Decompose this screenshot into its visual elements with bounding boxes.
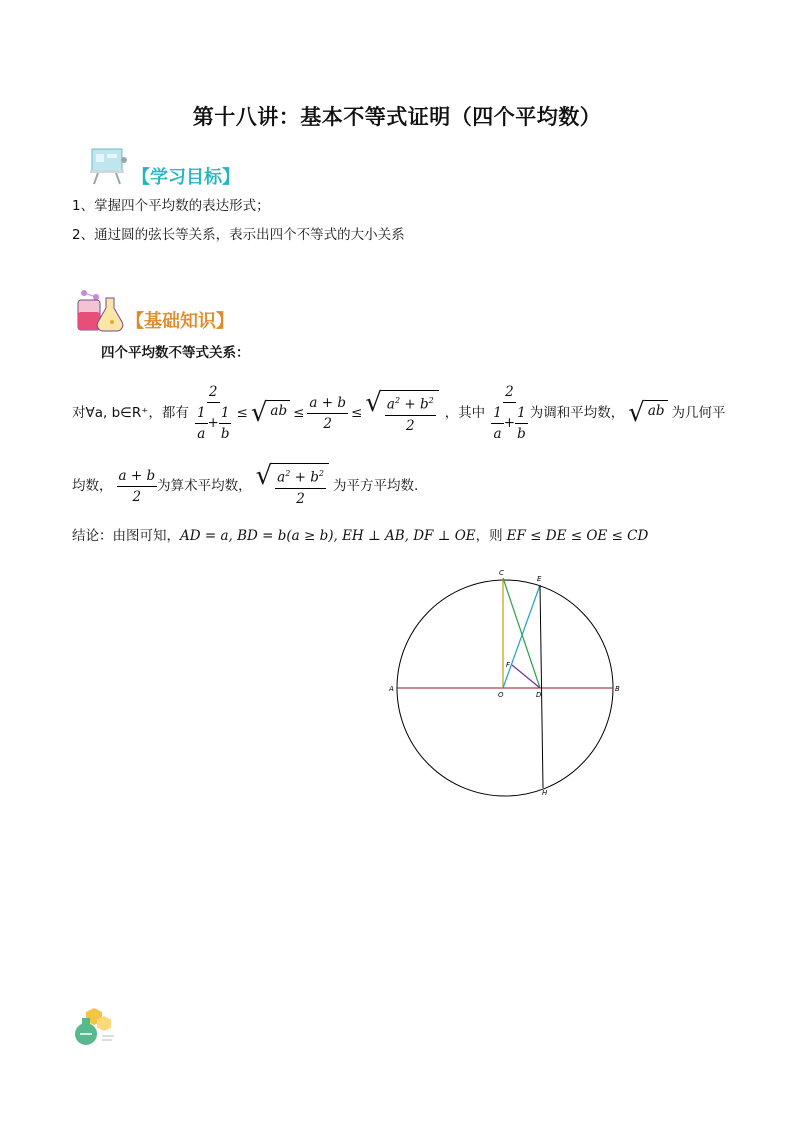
objective-item-1: 1、掌握四个平均数的表达形式； bbox=[72, 198, 270, 214]
quadratic-mean-formula: √ $\frac{a^2 + b^2}{2}$ bbox=[365, 390, 438, 436]
objectives-heading: 【学习目标】 bbox=[132, 167, 240, 188]
point-label-b: B bbox=[615, 685, 620, 693]
conclusion-line bbox=[72, 526, 648, 546]
teacher-board-icon bbox=[86, 146, 130, 186]
page-title: 第十八讲：基本不等式证明（四个平均数） bbox=[192, 105, 602, 129]
line2-start: 均数， bbox=[72, 478, 113, 494]
harmonic-mean-ref: 2 $\frac{1}{a}$ + $\frac{1}{b}$ bbox=[493, 384, 526, 442]
footer-logo-icon bbox=[72, 1006, 116, 1048]
basics-subtitle: 四个平均数不等式关系： bbox=[101, 345, 250, 361]
conclusion-result-lead: ，则 bbox=[475, 528, 503, 544]
harmonic-mean-formula: 2 $\frac{1}{a}$ + $\frac{1}{b}$ bbox=[196, 384, 230, 442]
segment-eh bbox=[540, 585, 543, 788]
point-label-f: F bbox=[506, 661, 511, 669]
conclusion-result: EF ≤ DE ≤ OE ≤ CD bbox=[506, 528, 649, 544]
point-label-d: D bbox=[536, 691, 542, 699]
point-label-c: C bbox=[499, 569, 504, 577]
point-label-e: E bbox=[537, 575, 542, 583]
geometric-mean-ref: √ ab bbox=[628, 400, 667, 426]
formula-prefix: 对∀a, b∈R⁺，都有 bbox=[72, 405, 189, 421]
flask-icon bbox=[74, 288, 124, 334]
geometric-label: 为几何平 bbox=[671, 405, 726, 421]
conclusion-conditions: AD = a, BD = b(a ≥ b), EH ⊥ AB, DF ⊥ OE bbox=[180, 528, 476, 544]
harmonic-label: 为调和平均数， bbox=[529, 405, 625, 421]
geometric-mean-formula: √ ab bbox=[251, 400, 290, 426]
point-label-h: H bbox=[542, 789, 548, 797]
circle-diagram bbox=[385, 565, 630, 800]
point-label-a: A bbox=[389, 685, 394, 693]
point-label-o: O bbox=[498, 691, 504, 699]
arithmetic-mean-ref: $\frac{a + b}{2}$ bbox=[118, 467, 156, 505]
quadratic-label: 为平方平均数. bbox=[332, 478, 419, 494]
objective-item-2: 2、通过圆的弦长等关系，表示出四个不等式的大小关系 bbox=[72, 227, 405, 243]
arithmetic-label: 为算术平均数， bbox=[157, 478, 252, 494]
basics-heading: 【基础知识】 bbox=[126, 311, 234, 332]
conclusion-lead: 结论：由图可知， bbox=[72, 528, 180, 544]
quadratic-mean-ref: √ $\frac{a^2 + b^2}{2}$ bbox=[256, 463, 329, 509]
formula-line-1: 对∀a, b∈R⁺，都有 2 $\frac{1}{a}$ + $\frac{1}{b}$ ≤ √ ab ≤ $\frac{a + b}{2}$ ≤ √ $\frac{a^2 + b^2}{2}$ ，其中 2 $\frac{1}{a}$ + $\frac{1}{b}$ 为调和平均数， √ ab 为几何平 bbox=[72, 384, 726, 442]
arithmetic-mean-formula: $\frac{a + b}{2}$ bbox=[309, 394, 346, 432]
formula-mid: ，其中 bbox=[444, 405, 486, 421]
formula-line-2 bbox=[72, 462, 418, 510]
